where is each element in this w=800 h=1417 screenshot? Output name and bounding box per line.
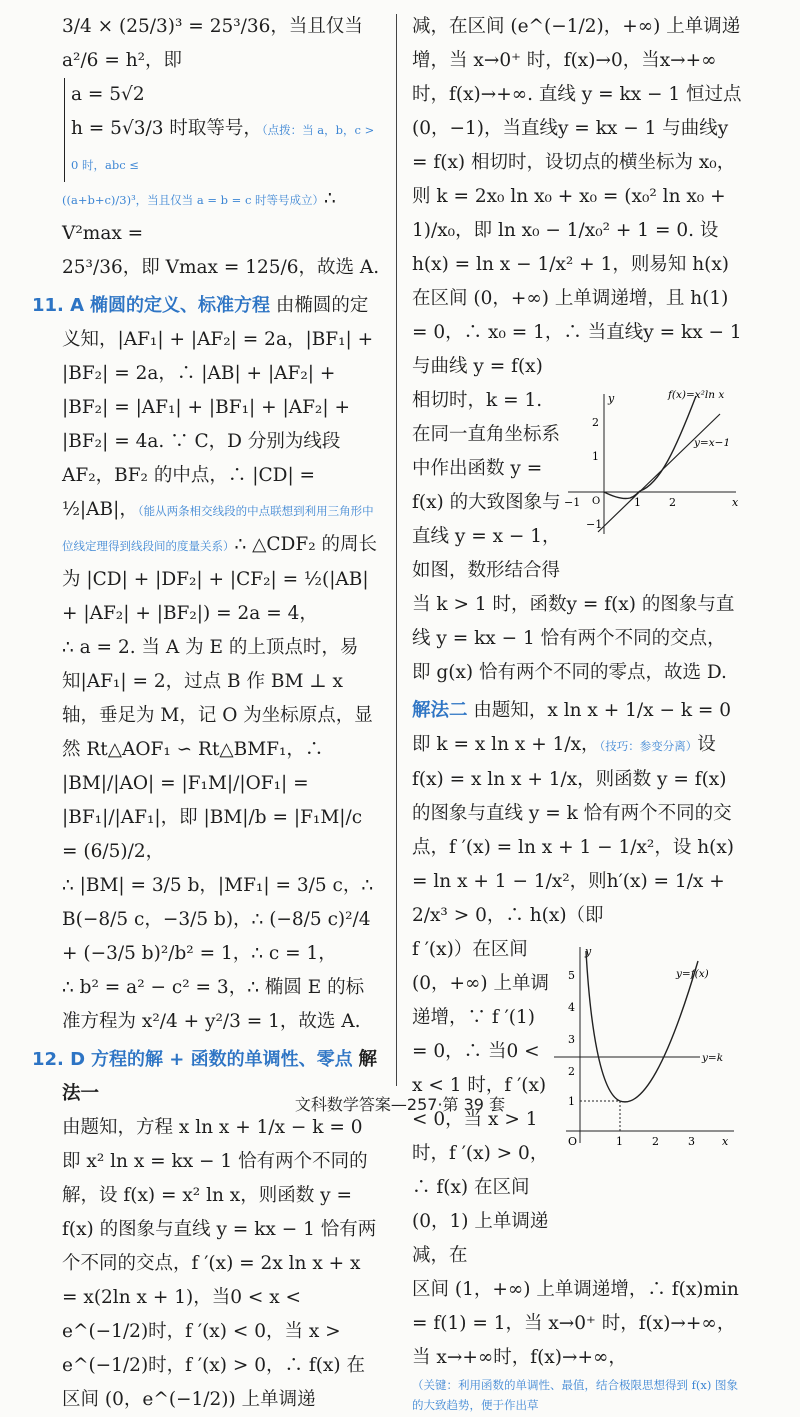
topic-heading: 方程的解 + 函数的单调性、零点 bbox=[91, 1049, 353, 1070]
graph-row-1 bbox=[412, 384, 742, 588]
y-tick-label: 1 bbox=[568, 1095, 575, 1108]
y-axis-label: y bbox=[585, 945, 592, 958]
question-11 bbox=[32, 289, 380, 631]
text-line: 设f(x) = x ln x + 1/x，则函数 y = f(x) 的图象与直线 y = k 恰有两个不同的交点，f ′(x) = ln x + 1 − 1/x²，设 h(x) = ln x + 1 − 1/x²，则h′(x) = 1/x + 2/x³ > 0，∴ h(x)（即 bbox=[412, 734, 735, 926]
y-tick-label: −1 bbox=[586, 518, 603, 531]
text-line: f ′(x)）在区间 (0，+∞) 上单调递增，∵ f ′(1) = 0，∴ 当0 < x < 1 时，f ′(x) < 0，当 x > 1 时，f ′(x) > 0，∴ f(x) 在区间 (0，1) 上单调递减，在 bbox=[412, 939, 549, 1266]
y-tick-label: 5 bbox=[568, 969, 575, 982]
text-line: h = 5√3/3 时取等号， bbox=[71, 118, 262, 139]
y-tick-label: 2 bbox=[568, 1065, 575, 1078]
solution-heading: 解法一 bbox=[62, 1049, 378, 1104]
annotation-note: （技巧：参变分离） bbox=[599, 739, 698, 753]
text-line: ∴ a = 2. 当 A 为 E 的上顶点时，易知|AF₁| = 2，过点 B 作 BM ⊥ x 轴，垂足为 M，记 O 为坐标原点，显然 Rt△AOF₁ ∽ Rt△BMF₁，∴ |BM|/|AO| = |F₁M|/|OF₁| = |BF₁|/|AF₁|，即 |BM|/b = |F₁M|/c = (6/5)/2， bbox=[62, 637, 373, 862]
text-line: 由椭圆的定义知，|AF₁| + |AF₂| = 2a，|BF₁| + |BF₂| = 2a，∴ |AB| + |AF₂| + |BF₂| = |AF₁| + |BF₁| + |AF₂| + |BF₂| = 4a. ∵ C，D 分别为线段 AF₂，BF₂ 的中点，∴ |CD| = ½|AB|， bbox=[62, 295, 374, 520]
annotation-note: （关键：利用函数的单调性、最值，结合极限思想得到 f(x) 图象的大致趋势，便于作出草 bbox=[412, 1378, 739, 1412]
x-tick-label: 1 bbox=[634, 496, 641, 509]
y-tick-label: 1 bbox=[592, 450, 599, 463]
question-number: 11. A bbox=[32, 295, 85, 316]
text-line: 25³/36，即 Vmax = 125/6，故选 A. bbox=[62, 257, 380, 278]
y-tick-label: 4 bbox=[568, 1001, 575, 1014]
curve bbox=[604, 396, 696, 499]
origin-label: O bbox=[568, 1135, 578, 1148]
y-tick-label: 3 bbox=[568, 1033, 575, 1046]
tangent-line bbox=[598, 414, 720, 532]
x-tick-label: −1 bbox=[564, 496, 581, 509]
text-line: 区间 (1，+∞) 上单调递增，∴ f(x)min = f(1) = 1，当 x→0⁺ 时，f(x)→+∞，当 x→+∞时，f(x)→+∞， bbox=[412, 1279, 739, 1368]
annotation-note: （点拨：当 a，b，c > 0 时，abc ≤ bbox=[71, 123, 375, 172]
solution-2-block bbox=[412, 694, 742, 933]
left-column bbox=[32, 10, 380, 1417]
text-line: ∴ V²max = bbox=[62, 188, 336, 244]
text-line: 相切时，k = 1. 在同一直角坐标系中作出函数 y = f(x) 的大致图象与直线 y = x − 1，如图，数形结合得 bbox=[412, 390, 561, 581]
y-axis-label: y bbox=[608, 392, 615, 405]
annotation-note: （能从两条相交线段的中点联想到利用三角形中位线定理得到线段间的度量关系） bbox=[62, 504, 374, 553]
line-label: y=k bbox=[702, 1052, 724, 1064]
curve-label: y=f(x) bbox=[676, 968, 709, 980]
text-line: 由题知，x ln x + 1/x − k = 0 即 k = x ln x + 1/x， bbox=[412, 700, 732, 755]
x-tick-label: 3 bbox=[688, 1135, 695, 1148]
graph-1 bbox=[564, 388, 742, 538]
solution-heading: 解法二 bbox=[412, 700, 468, 721]
x-tick-label: 2 bbox=[669, 496, 676, 509]
y-tick-label: 2 bbox=[592, 416, 599, 429]
text-line: 3/4 × (25/3)³ = 25³/36，当且仅当 a²/6 = h²，即 bbox=[62, 16, 363, 71]
x-tick-label: 1 bbox=[616, 1135, 623, 1148]
text-line: ∴ b² = a² − c² = 3，∴ 椭圆 E 的标准方程为 x²/4 + y²/3 = 1，故选 A. bbox=[62, 977, 365, 1032]
origin-label: O bbox=[592, 496, 601, 507]
text-line: ∴ △CDF₂ 的周长为 |CD| + |DF₂| + |CF₂| = ½(|AB| + |AF₂| + |BF₂|) = 2a = 4， bbox=[62, 534, 377, 624]
graph-2 bbox=[552, 943, 738, 1149]
annotation-note: ((a+b+c)/3)³，当且仅当 a = b = c 时等号成立） bbox=[62, 193, 325, 207]
page-footer: 文科数学答案—257·第 39 套 bbox=[294, 1095, 506, 1114]
x-axis-label: x bbox=[732, 496, 739, 509]
text-line bbox=[64, 78, 380, 182]
column-divider bbox=[396, 14, 397, 1086]
question-number: 12. D bbox=[32, 1049, 86, 1070]
text-line: 当 k > 1 时，函数y = f(x) 的图象与直线 y = kx − 1 恰有两个不同的交点，即 g(x) 恰有两个不同的零点，故选 D. bbox=[412, 594, 735, 683]
curve-label: f(x)=x²ln x bbox=[668, 389, 725, 401]
text-line bbox=[62, 182, 380, 251]
topic-heading: 椭圆的定义、标准方程 bbox=[89, 295, 270, 316]
line-label: y=x−1 bbox=[694, 437, 731, 449]
x-axis-label: x bbox=[722, 1135, 729, 1148]
text-line: a = 5√2 bbox=[71, 84, 145, 105]
text-line: 减，在区间 (e^(−1/2)，+∞) 上单调递增，当 x→0⁺ 时，f(x)→0，当x→+∞时，f(x)→+∞. 直线 y = kx − 1 恒过点 (0，−1)，当直线y = kx − 1 与曲线y = f(x) 相切时，设切点的横坐标为 x₀，则 k = 2x₀ ln x₀ + x₀ = (x₀² ln x₀ + 1)/x₀，即 ln x₀ − 1/x₀² + 1 = 0. 设h(x) = ln x − 1/x² + 1，则易知 h(x) 在区间 (0，+∞) 上单调递增，且 h(1) = 0，∴ x₀ = 1，∴ 当直线y = kx − 1 与曲线 y = f(x) bbox=[412, 16, 742, 377]
text-line: 由题知，方程 x ln x + 1/x − k = 0 即 x² ln x = kx − 1 恰有两个不同的解，设 f(x) = x² ln x，则函数 y = f(x) 的图象与直线 y = kx − 1 恰有两个不同的交点，f ′(x) = 2x ln x + x = x(2ln x + 1)，当0 < x < e^(−1/2)时，f ′(x) < 0，当 x > e^(−1/2)时，f ′(x) > 0，∴ f(x) 在区间 (0，e^(−1/2)) 上单调递 bbox=[62, 1117, 377, 1410]
text-line: ∴ |BM| = 3/5 b，|MF₁| = 3/5 c，∴ B(−8/5 c，−3/5 b)，∴ (−8/5 c)²/4 + (−3/5 b)²/b² = 1，∴ c = 1， bbox=[62, 875, 374, 964]
x-tick-label: 2 bbox=[652, 1135, 659, 1148]
right-column bbox=[412, 10, 742, 1415]
